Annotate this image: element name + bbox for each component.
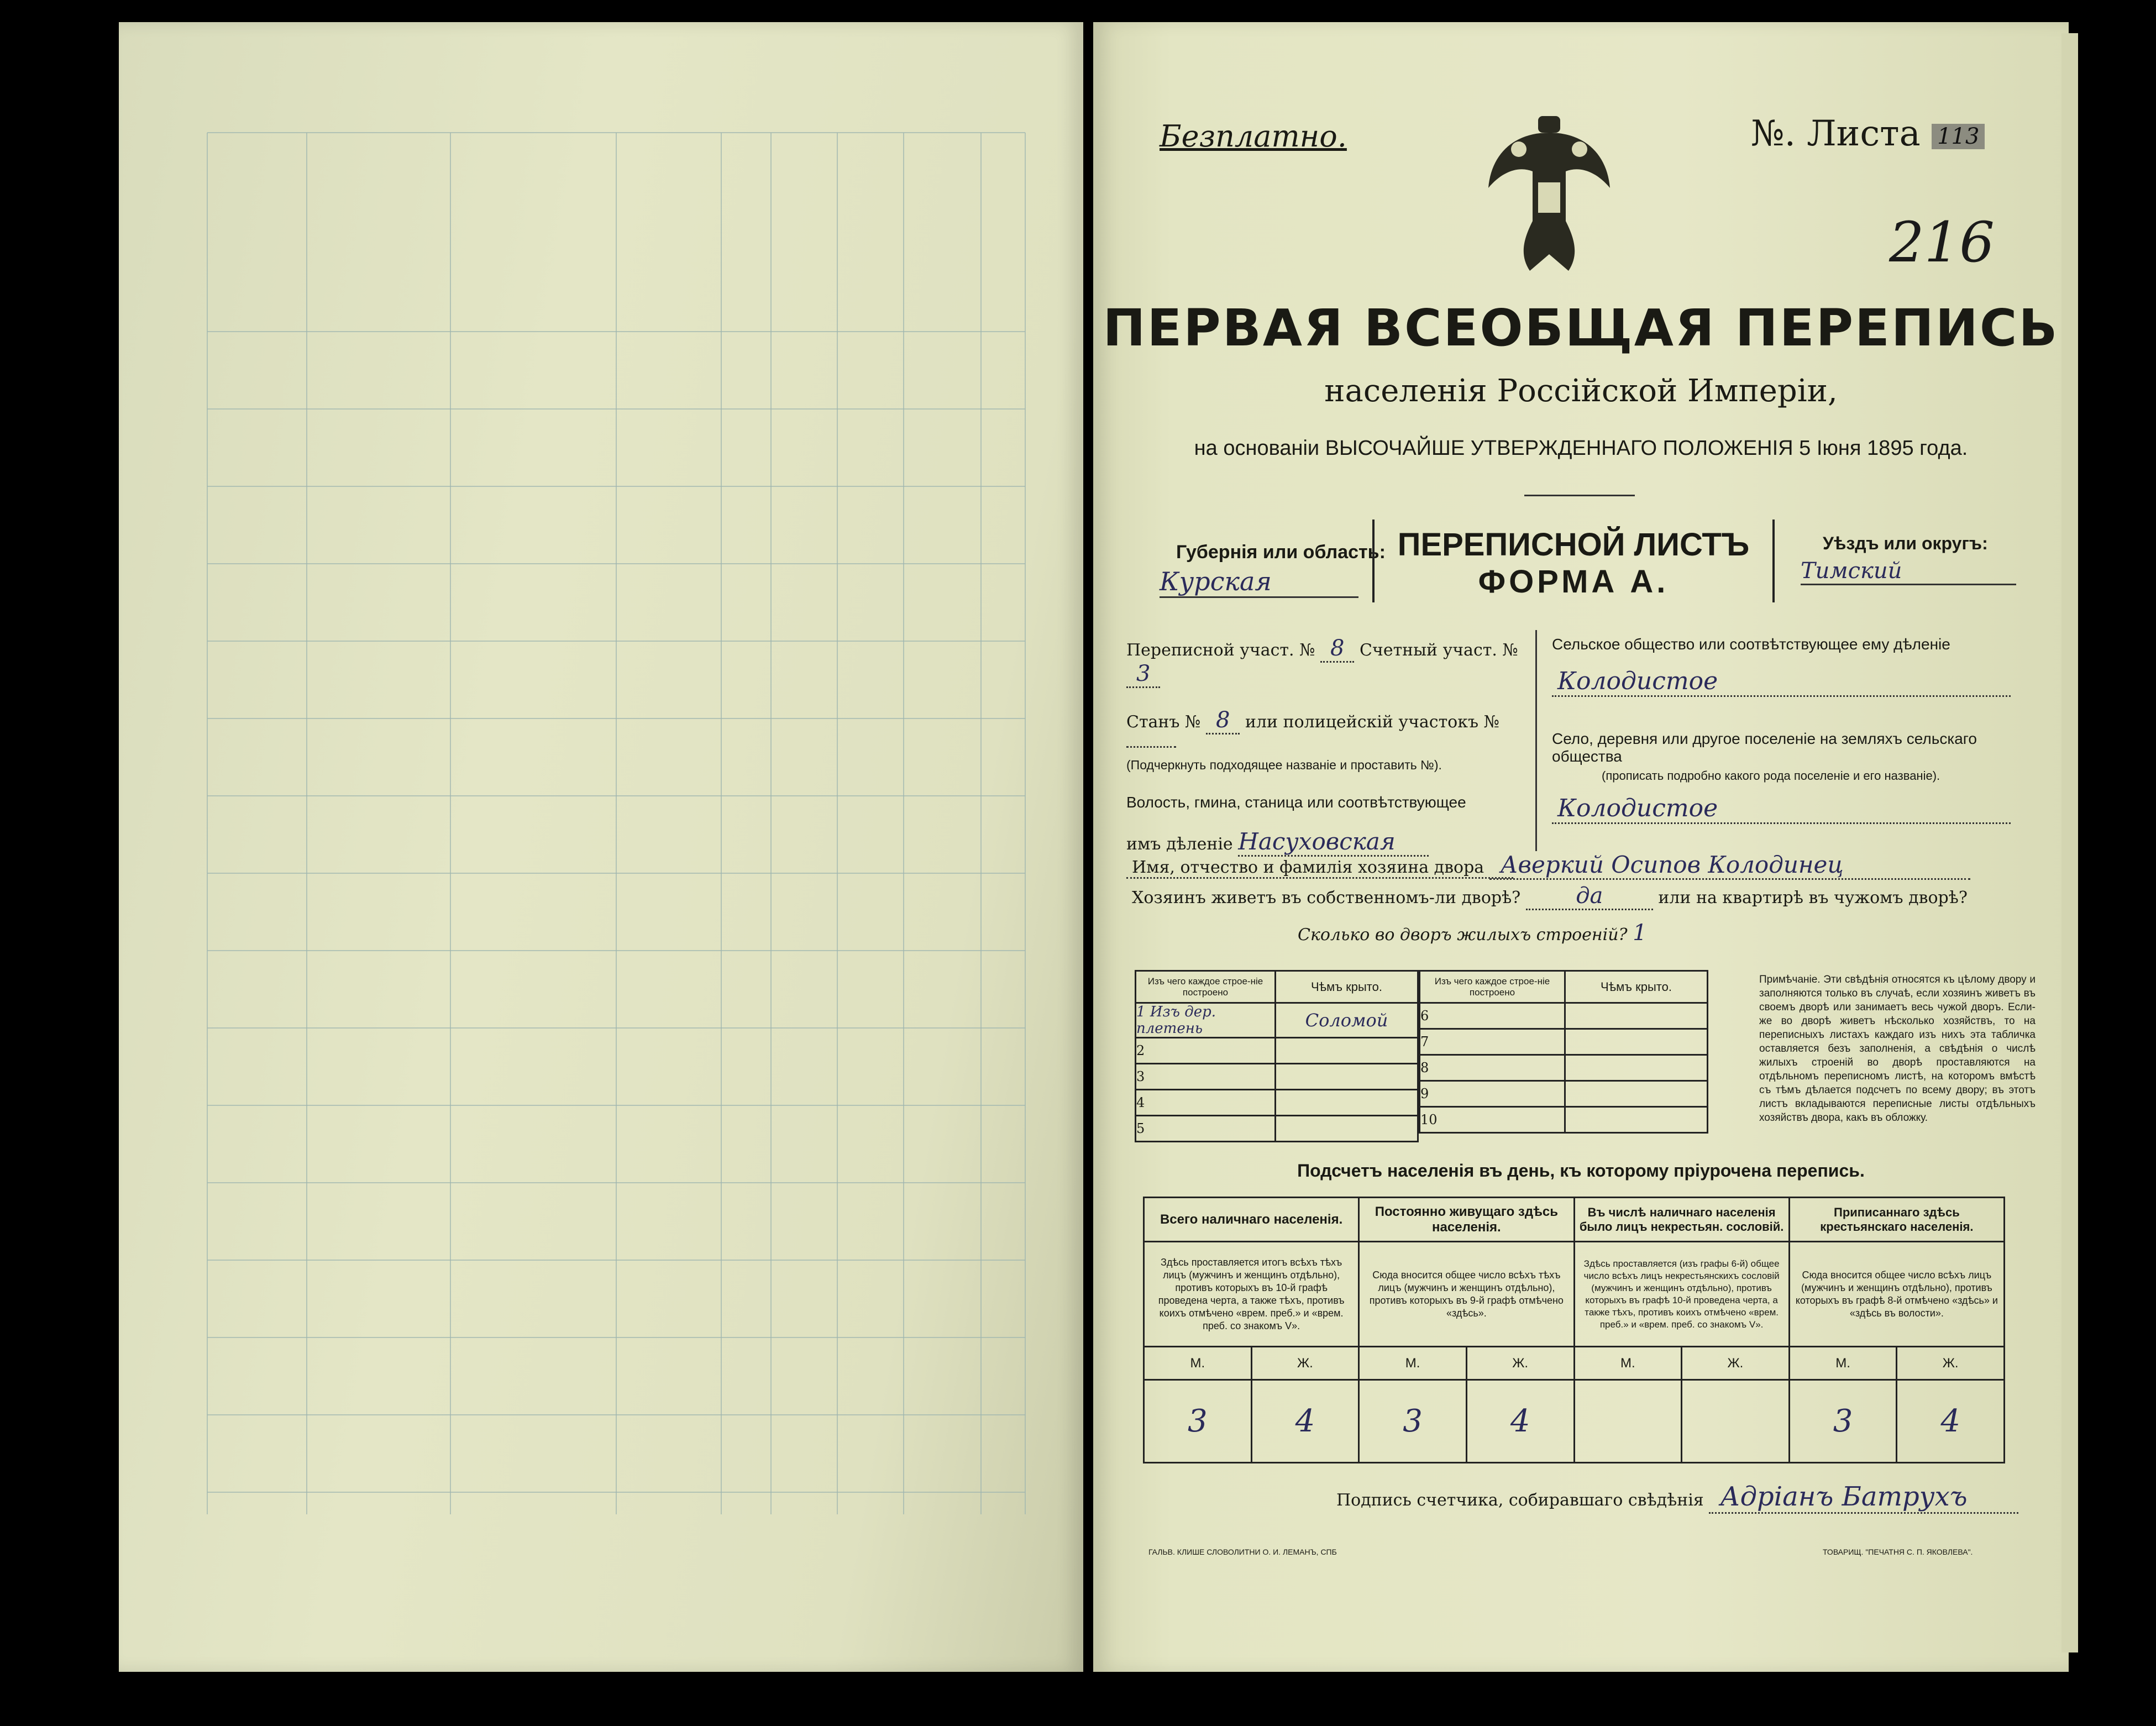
coat-of-arms-icon (1480, 111, 1618, 276)
count-m-value[interactable]: 3 (1789, 1380, 1897, 1463)
signature-value[interactable]: Адріанъ Батрухъ (1709, 1481, 2018, 1514)
uezd-value[interactable]: Тимский (1801, 558, 2016, 585)
sheet-number-label: №. Листа (1751, 113, 1921, 154)
form-title: ПЕРВАЯ ВСЕОБЩАЯ ПЕРЕПИСЬ (1103, 298, 2059, 358)
row-roof[interactable] (1565, 1055, 1708, 1081)
table-row (1420, 1003, 1708, 1029)
footer-right: ТОВАРИЩ. "ПЕЧАТНЯ С. П. ЯКОВЛЕВА". (1823, 1547, 1973, 1556)
table-row (1136, 1090, 1418, 1116)
selo-label: Село, деревня или другое поселеніе на земляхъ сельскаго общества (1552, 730, 1977, 765)
uchastok-value[interactable]: 8 (1320, 636, 1354, 663)
m-label: М. (1359, 1347, 1467, 1380)
count-heading: Подсчетъ населенія въ день, къ которому пріурочена перепись. (1297, 1161, 1865, 1181)
count-f-value[interactable]: 4 (1466, 1380, 1574, 1463)
owner-lives-value[interactable]: да (1526, 883, 1653, 910)
buildings-value[interactable]: 1 (1633, 920, 1647, 946)
table-row (1136, 1116, 1418, 1142)
row-num: 5 (1136, 1116, 1276, 1142)
row-num: 3 (1136, 1064, 1276, 1090)
count-m-value[interactable]: 3 (1144, 1380, 1252, 1463)
m-label: М. (1574, 1347, 1682, 1380)
table-row (1136, 1064, 1418, 1090)
form-box (1121, 520, 2038, 613)
row-roof[interactable] (1276, 1038, 1418, 1064)
census-form-page (1093, 22, 2069, 1672)
gubernia-value[interactable]: Курская (1160, 566, 1358, 598)
signature-block (1336, 1481, 2018, 1514)
row-num: 8 (1420, 1055, 1565, 1081)
form-subtitle: населенія Россійской Имперіи, (1324, 373, 1838, 409)
count-col-desc: Сюда вносится общее число всѣхъ лицъ (мужчинъ и женщинъ отдѣльно), противъ которыхъ въ графѣ 8-й отмѣчено «здѣсь» и «здѣсь въ волости». (1789, 1242, 2004, 1347)
location-right-block (1552, 630, 2038, 840)
uezd-label: Уѣздъ или округъ: (1823, 533, 1988, 553)
volost-label: Волость, гмина, станица или соотвѣтствующее (1126, 794, 1466, 811)
police-value[interactable] (1126, 746, 1176, 748)
location-left-block (1126, 630, 1537, 855)
f-label: Ж. (1897, 1347, 2005, 1380)
police-label: или полицейскій участокъ № (1245, 712, 1500, 732)
left-page (119, 22, 1083, 1672)
free-label: Безплатно. (1160, 119, 1347, 154)
row-num: 6 (1420, 1003, 1565, 1029)
table-row (1420, 1081, 1708, 1107)
count-col-title: Въ числѣ наличнаго населенія было лицъ некрестьян. сословій. (1574, 1198, 1789, 1242)
society-value[interactable]: Колодистое (1552, 667, 2011, 697)
owner-lives-label: Хозяинъ живетъ въ собственномъ-ли дворѣ? (1132, 888, 1521, 907)
count-col-desc: Сюда вносится общее число всѣхъ тѣхъ лицъ (мужчинъ и женщинъ отдѣльно), противъ которыхъ въ 9-й графѣ отмѣчено «здѣсь». (1359, 1242, 1574, 1347)
buildings-col-material-2: Изъ чего каждое строе-ніе построено (1420, 971, 1565, 1003)
buildings-table (1135, 970, 1708, 1142)
table-row (1420, 1029, 1708, 1055)
ornament-divider (1524, 495, 1635, 496)
sheet-number-value[interactable]: 113 (1932, 124, 1985, 149)
count-col-desc: Здѣсь проставляется (изъ графы 6-й) общее число всѣхъ лицъ некрестьянскихъ сословій (мужчинъ и женщинъ отдѣльно), противъ которыхъ въ графѣ 10-й проведена черта, а также тѣхъ, противъ коихъ отмѣчено «врем. преб.» и «врем. преб. со знакомъ V». (1574, 1242, 1789, 1347)
count-col-title: Постоянно живущаго здѣсь населенія. (1359, 1198, 1574, 1242)
m-label: М. (1144, 1347, 1252, 1380)
row-material[interactable]: Изъ дер. плетень (1136, 1004, 1216, 1037)
schetny-value[interactable]: 3 (1126, 661, 1160, 688)
footer-left: ГАЛЬВ. КЛИШЕ СЛОВОЛИТНИ О. И. ЛЕМАНЪ, СПБ (1148, 1547, 1337, 1556)
row-num: 1 (1136, 1004, 1146, 1020)
remark-text: Примѣчаніе. Эти свѣдѣнія относятся къ цѣлому двору и заполняются только въ случаѣ, если хозяинъ живетъ въ своемъ дворѣ или занимаетъ весь чужой дворъ. Если-же во дворѣ живетъ нѣсколько хозяйствъ, то на переписныхъ листахъ каждаго изъ нихъ эта табличка оставляется безъ заполненія, а свѣдѣнія о числѣ жилыхъ строеній во дворѣ проставляются на отдѣльномъ переписномъ листѣ, на которомъ вмѣстѣ съ тѣмъ дѣлается подсчетъ по всему двору; въ этотъ листъ вкладываются переписные листы отдѣльныхъ хозяйствъ двора, какъ въ обложку. (1759, 974, 2036, 1124)
row-num: 4 (1136, 1090, 1276, 1116)
count-m-value[interactable]: 3 (1359, 1380, 1467, 1463)
row-roof[interactable] (1565, 1029, 1708, 1055)
form-box-center (1372, 520, 1775, 602)
archive-number: 216 (1889, 210, 1995, 275)
buildings-col-roof-2: Чѣмъ крыто. (1565, 971, 1708, 1003)
row-num: 2 (1136, 1038, 1276, 1064)
row-roof[interactable]: Соломой (1276, 1003, 1418, 1038)
owner-lives-label2: или на квартирѣ въ чужомъ дворѣ? (1658, 888, 1968, 907)
stan-label: Станъ № (1126, 712, 1201, 732)
count-m-value[interactable] (1574, 1380, 1682, 1463)
count-col-title: Приписаннаго здѣсь крестьянскаго населенія. (1789, 1198, 2004, 1242)
row-roof[interactable] (1276, 1090, 1418, 1116)
uchastok-label: Переписной участ. № (1126, 641, 1315, 660)
stan-note: (Подчеркнуть подходящее названіе и проставить №). (1126, 758, 1442, 772)
count-table (1143, 1197, 2005, 1463)
left-page-grid (119, 22, 1083, 1672)
volost-value[interactable]: Насуховская (1238, 828, 1428, 857)
row-roof[interactable] (1276, 1116, 1418, 1142)
imya-label: имъ дѣленіе (1126, 835, 1233, 854)
form-sheet-title: ПЕРЕПИСНОЙ ЛИСТЪ (1397, 527, 1750, 563)
selo-value[interactable]: Колодистое (1552, 794, 2011, 824)
owner-name-label: Имя, отчество и фамилія хозяина двора (1132, 858, 1484, 877)
row-roof[interactable] (1565, 1081, 1708, 1107)
count-f-value[interactable] (1682, 1380, 1790, 1463)
schetny-label: Счетный участ. № (1360, 641, 1518, 660)
gubernia-label: Губернія или область: (1176, 542, 1386, 563)
signature-label: Подпись счетчика, собиравшаго свѣдѣнія (1336, 1491, 1704, 1510)
f-label: Ж. (1466, 1347, 1574, 1380)
m-label: М. (1789, 1347, 1897, 1380)
buildings-col-roof: Чѣмъ крыто. (1276, 971, 1418, 1003)
table-row (1420, 1055, 1708, 1081)
f-label: Ж. (1682, 1347, 1790, 1380)
row-roof[interactable] (1276, 1064, 1418, 1090)
stan-value[interactable]: 8 (1206, 707, 1240, 735)
count-col-title: Всего наличнаго населенія. (1144, 1198, 1359, 1242)
row-roof[interactable] (1565, 1107, 1708, 1133)
table-row (1136, 1038, 1418, 1064)
count-f-value[interactable]: 4 (1897, 1380, 2005, 1463)
society-label: Сельское общество или соотвѣтствующее ему дѣленіе (1552, 636, 1950, 653)
f-label: Ж. (1251, 1347, 1359, 1380)
owner-name-value[interactable]: Аверкий Осипов Колодинец (1489, 851, 1970, 880)
table-row (1136, 1003, 1418, 1038)
count-col-desc: Здѣсь проставляется итогъ всѣхъ тѣхъ лицъ (мужчинъ и женщинъ отдѣльно), противъ которыхъ въ 10-й графѣ проведена черта, а также тѣхъ, противъ коихъ отмѣчено «врем. преб.» и «врем. преб. со знакомъ V». (1144, 1242, 1359, 1347)
buildings-col-material: Изъ чего каждое строе-ніе построено (1136, 971, 1276, 1003)
row-roof[interactable] (1565, 1003, 1708, 1029)
row-num: 9 (1420, 1081, 1565, 1107)
owner-block (1132, 851, 2027, 946)
page-edge (2061, 33, 2078, 1652)
row-num: 10 (1420, 1107, 1565, 1133)
buildings-label: Сколько во дворъ жилыхъ строеній? (1298, 925, 1628, 945)
selo-note: (прописать подробно какого рода поселеніе и его названіе). (1602, 769, 1940, 783)
table-row (1420, 1107, 1708, 1133)
count-f-value[interactable]: 4 (1251, 1380, 1359, 1463)
form-type: ФОРМА А. (1478, 564, 1669, 600)
row-num: 7 (1420, 1029, 1565, 1055)
form-basis: на основаніи ВЫСОЧАЙШЕ УТВЕРЖДЕННАГО ПОЛОЖЕНІЯ 5 Іюня 1895 года. (1194, 437, 1968, 460)
sheet-number-block (1751, 113, 1985, 154)
